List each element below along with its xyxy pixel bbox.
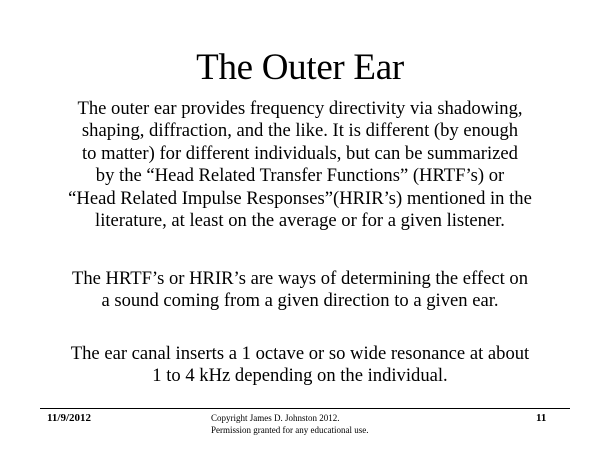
paragraph-outer-ear-directivity [40,98,560,232]
paragraph-line: literature, at least on the average or for a given listener. [95,210,505,232]
footer-divider [40,408,570,409]
paragraph-line: by the “Head Related Transfer Functions” (HRTF’s) or [95,165,505,187]
paragraph-line: The HRTF’s or HRIR’s are ways of determining the effect on [71,268,529,289]
page-number: 11 [536,412,547,424]
paragraph-ear-canal-resonance [40,343,560,388]
paragraph-line: 1 to 4 kHz depending on the individual. [152,365,448,387]
paragraph-line: a sound coming from a given direction to a given ear. [101,290,499,312]
copyright-line: Copyright James D. Johnston 2012. [211,413,340,423]
permission-line: Permission granted for any educational use. [211,425,369,435]
slide-title: The Outer Ear [196,47,404,88]
paragraph-line: The outer ear provides frequency directivity via shadowing, [77,98,523,119]
paragraph-line: to matter) for different individuals, but can be summarized [82,142,518,164]
paragraph-line: “Head Related Impulse Responses”(HRIR’s) mentioned in the [68,187,532,209]
paragraph-line: shaping, diffraction, and the like. It is different (by enough [81,120,519,142]
paragraph-line: The ear canal inserts a 1 octave or so wide resonance at about [70,343,530,364]
footer-date: 11/9/2012 [47,412,92,424]
paragraph-hrtf-hrir [40,268,560,313]
footer-copyright [211,412,368,436]
